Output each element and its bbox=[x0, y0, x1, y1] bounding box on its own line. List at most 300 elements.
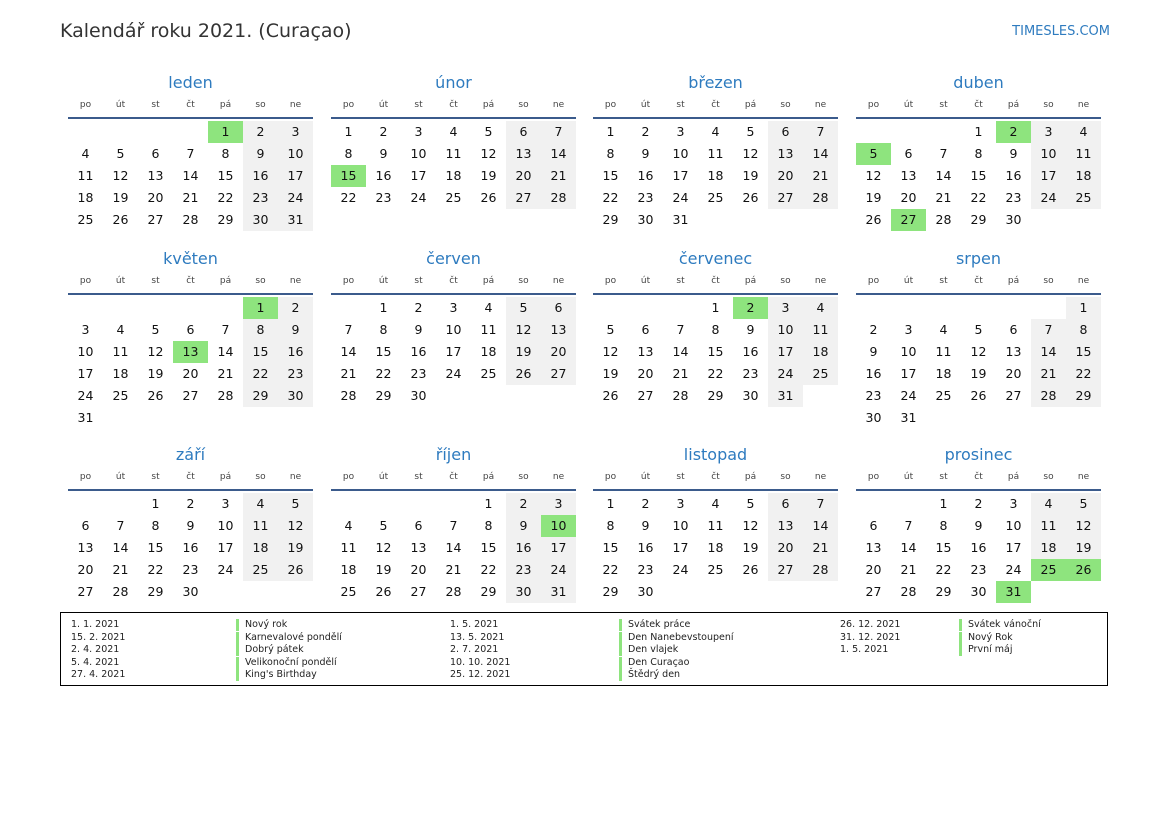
day-cell: 8 bbox=[151, 518, 160, 533]
day-cell: 22 bbox=[970, 190, 987, 205]
day-cell: 26 bbox=[602, 388, 619, 403]
weekday-label: so bbox=[518, 472, 529, 482]
day-cell: 18 bbox=[1066, 165, 1101, 187]
day-cell: 8 bbox=[379, 322, 388, 337]
weekday-label: čt bbox=[711, 100, 720, 110]
day-cell: 13 bbox=[865, 540, 882, 555]
day-cell: 17 bbox=[768, 341, 803, 363]
day-cell: 1 bbox=[344, 124, 353, 139]
day-cell: 10 bbox=[1031, 143, 1066, 165]
weekday-label: čt bbox=[186, 100, 195, 110]
day-cell: 14 bbox=[900, 540, 917, 555]
day-cell: 25 bbox=[340, 584, 357, 599]
weekday-label: st bbox=[676, 100, 685, 110]
day-cell: 21 bbox=[900, 562, 917, 577]
day-cell: 22 bbox=[217, 190, 234, 205]
day-cell: 29 bbox=[602, 212, 619, 227]
day-cell: 12 bbox=[112, 168, 129, 183]
day-cell: 13 bbox=[410, 540, 427, 555]
day-cell: 9 bbox=[414, 322, 423, 337]
legend-date: 1. 5. 2021 bbox=[450, 619, 499, 630]
day-cell: 23 bbox=[1005, 190, 1022, 205]
day-cell: 19 bbox=[147, 366, 164, 381]
day-cell: 17 bbox=[445, 344, 462, 359]
day-cell: 25 bbox=[1066, 187, 1101, 209]
weekday-label: čt bbox=[711, 276, 720, 286]
day-cell: 27 bbox=[77, 584, 94, 599]
day-cell: 30 bbox=[410, 388, 427, 403]
day-cell: 8 bbox=[606, 146, 615, 161]
weekday-label: čt bbox=[974, 276, 983, 286]
weekday-label: út bbox=[115, 472, 126, 482]
day-cell: 1 bbox=[606, 124, 615, 139]
day-cell: 26 bbox=[375, 584, 392, 599]
day-cell: 5 bbox=[974, 322, 983, 337]
day-cell: 10 bbox=[672, 146, 689, 161]
day-cell: 6 bbox=[768, 121, 803, 143]
day-cell: 20 bbox=[768, 537, 803, 559]
day-cell: 13 bbox=[900, 168, 917, 183]
day-cell: 8 bbox=[243, 319, 278, 341]
day-cell: 14 bbox=[1031, 341, 1066, 363]
weekday-label: ne bbox=[289, 276, 302, 286]
day-cell: 3 bbox=[449, 300, 458, 315]
weekday-label: po bbox=[604, 472, 617, 482]
weekday-label: čt bbox=[974, 100, 983, 110]
legend-holiday-name: Dobrý pátek bbox=[236, 644, 304, 656]
day-cell: 22 bbox=[935, 562, 952, 577]
day-cell: 9 bbox=[278, 319, 313, 341]
month-name: září bbox=[175, 445, 206, 464]
day-cell: 5 bbox=[606, 322, 615, 337]
day-cell: 7 bbox=[449, 518, 458, 533]
weekday-label: út bbox=[115, 276, 126, 286]
day-cell: 22 bbox=[707, 366, 724, 381]
day-cell: 10 bbox=[1005, 518, 1022, 533]
day-cell: 17 bbox=[1031, 165, 1066, 187]
day-cell: 4 bbox=[243, 493, 278, 515]
day-cell: 26 bbox=[970, 388, 987, 403]
day-cell: 29 bbox=[707, 388, 724, 403]
day-cell: 15 bbox=[375, 344, 392, 359]
day-cell: 3 bbox=[904, 322, 913, 337]
weekday-label: st bbox=[414, 276, 423, 286]
day-cell: 19 bbox=[865, 190, 882, 205]
day-cell: 14 bbox=[803, 143, 838, 165]
day-cell: 8 bbox=[606, 518, 615, 533]
weekday-label: út bbox=[903, 100, 914, 110]
weekday-label: so bbox=[780, 276, 791, 286]
day-cell: 3 bbox=[221, 496, 230, 511]
day-cell: 5 bbox=[116, 146, 125, 161]
day-cell: 16 bbox=[637, 540, 654, 555]
day-cell: 7 bbox=[344, 322, 353, 337]
day-cell: 26 bbox=[506, 363, 541, 385]
day-cell: 21 bbox=[445, 562, 462, 577]
day-cell: 22 bbox=[340, 190, 357, 205]
weekday-label: so bbox=[255, 276, 266, 286]
day-cell: 21 bbox=[935, 190, 952, 205]
month-9 bbox=[331, 445, 576, 615]
day-cell: 26 bbox=[278, 559, 313, 581]
weekday-label: ne bbox=[814, 276, 827, 286]
day-cell: 12 bbox=[1066, 515, 1101, 537]
weekday-label: pá bbox=[744, 472, 757, 482]
day-cell: 12 bbox=[375, 540, 392, 555]
day-cell: 20 bbox=[147, 190, 164, 205]
weekday-label: út bbox=[903, 472, 914, 482]
day-cell: 16 bbox=[970, 540, 987, 555]
day-cell: 11 bbox=[77, 168, 94, 183]
day-cell: 3 bbox=[1031, 121, 1066, 143]
day-cell: 28 bbox=[182, 212, 199, 227]
month-divider bbox=[856, 293, 1101, 295]
legend-holiday-name: Den Nanebevstoupení bbox=[619, 632, 734, 644]
day-cell: 1 bbox=[484, 496, 493, 511]
day-cell: 6 bbox=[414, 518, 423, 533]
day-cell: 12 bbox=[742, 518, 759, 533]
day-cell: 9 bbox=[243, 143, 278, 165]
day-cell: 19 bbox=[602, 366, 619, 381]
day-cell: 16 bbox=[742, 344, 759, 359]
day-cell: 28 bbox=[1031, 385, 1066, 407]
month-name: duben bbox=[953, 73, 1004, 92]
day-cell: 24 bbox=[672, 190, 689, 205]
day-cell: 23 bbox=[865, 388, 882, 403]
weekday-label: pá bbox=[744, 100, 757, 110]
page-title: Kalendář roku 2021. (Curaçao) bbox=[60, 20, 352, 42]
month-divider bbox=[331, 293, 576, 295]
day-cell: 20 bbox=[410, 562, 427, 577]
month-7 bbox=[856, 249, 1101, 425]
month-name: říjen bbox=[435, 445, 472, 464]
day-cell: 13 bbox=[1005, 344, 1022, 359]
day-cell: 20 bbox=[637, 366, 654, 381]
day-cell: 12 bbox=[506, 319, 541, 341]
month-name: květen bbox=[163, 249, 218, 268]
weekday-label: pá bbox=[219, 276, 232, 286]
day-cell: 27 bbox=[147, 212, 164, 227]
day-cell: 30 bbox=[742, 388, 759, 403]
day-cell: 31 bbox=[278, 209, 313, 231]
weekday-label: čt bbox=[186, 276, 195, 286]
day-cell: 7 bbox=[803, 493, 838, 515]
day-cell: 19 bbox=[480, 168, 497, 183]
month-1 bbox=[331, 73, 576, 243]
month-10 bbox=[593, 445, 838, 615]
weekday-label: čt bbox=[449, 276, 458, 286]
day-cell: 21 bbox=[217, 366, 234, 381]
holiday-day-cell: 10 bbox=[541, 515, 576, 537]
day-cell: 9 bbox=[379, 146, 388, 161]
legend-holiday-name: Štědrý den bbox=[619, 669, 680, 681]
day-cell: 27 bbox=[768, 187, 803, 209]
month-name: leden bbox=[168, 73, 213, 92]
legend-holiday-name: Karnevalové pondělí bbox=[236, 632, 342, 644]
day-cell: 14 bbox=[803, 515, 838, 537]
day-cell: 19 bbox=[970, 366, 987, 381]
weekday-label: so bbox=[255, 100, 266, 110]
day-cell: 14 bbox=[672, 344, 689, 359]
legend-holiday-name: Nový rok bbox=[236, 619, 287, 631]
holiday-legend bbox=[60, 612, 1108, 686]
day-cell: 18 bbox=[1031, 537, 1066, 559]
holiday-day-cell: 2 bbox=[996, 121, 1031, 143]
day-cell: 11 bbox=[1031, 515, 1066, 537]
day-cell: 15 bbox=[1066, 341, 1101, 363]
day-cell: 8 bbox=[711, 322, 720, 337]
day-cell: 16 bbox=[506, 537, 541, 559]
day-cell: 20 bbox=[900, 190, 917, 205]
day-cell: 2 bbox=[641, 496, 650, 511]
day-cell: 3 bbox=[676, 124, 685, 139]
day-cell: 6 bbox=[81, 518, 90, 533]
day-cell: 20 bbox=[506, 165, 541, 187]
day-cell: 30 bbox=[278, 385, 313, 407]
day-cell: 15 bbox=[480, 540, 497, 555]
day-cell: 20 bbox=[182, 366, 199, 381]
day-cell: 2 bbox=[278, 297, 313, 319]
day-cell: 9 bbox=[506, 515, 541, 537]
day-cell: 22 bbox=[1066, 363, 1101, 385]
day-cell: 21 bbox=[803, 537, 838, 559]
day-cell: 15 bbox=[217, 168, 234, 183]
weekday-label: út bbox=[378, 100, 389, 110]
day-cell: 8 bbox=[484, 518, 493, 533]
weekday-label: po bbox=[342, 472, 355, 482]
day-cell: 13 bbox=[541, 319, 576, 341]
day-cell: 31 bbox=[768, 385, 803, 407]
holiday-day-cell: 31 bbox=[996, 581, 1031, 603]
holiday-day-cell: 1 bbox=[243, 297, 278, 319]
day-cell: 26 bbox=[742, 562, 759, 577]
day-cell: 22 bbox=[602, 190, 619, 205]
day-cell: 29 bbox=[375, 388, 392, 403]
day-cell: 29 bbox=[217, 212, 234, 227]
day-cell: 6 bbox=[151, 146, 160, 161]
day-cell: 21 bbox=[1031, 363, 1066, 385]
day-cell: 2 bbox=[506, 493, 541, 515]
weekday-label: po bbox=[867, 100, 880, 110]
day-cell: 16 bbox=[243, 165, 278, 187]
holiday-day-cell: 13 bbox=[173, 341, 208, 363]
day-cell: 13 bbox=[637, 344, 654, 359]
day-cell: 17 bbox=[1005, 540, 1022, 555]
day-cell: 9 bbox=[641, 146, 650, 161]
day-cell: 1 bbox=[151, 496, 160, 511]
weekday-label: st bbox=[676, 276, 685, 286]
weekday-label: ne bbox=[552, 472, 565, 482]
weekday-label: po bbox=[342, 276, 355, 286]
day-cell: 4 bbox=[939, 322, 948, 337]
legend-date: 15. 2. 2021 bbox=[71, 631, 126, 643]
day-cell: 24 bbox=[541, 559, 576, 581]
day-cell: 20 bbox=[768, 165, 803, 187]
day-cell: 26 bbox=[480, 190, 497, 205]
day-cell: 7 bbox=[904, 518, 913, 533]
day-cell: 9 bbox=[186, 518, 195, 533]
day-cell: 2 bbox=[414, 300, 423, 315]
day-cell: 11 bbox=[707, 518, 724, 533]
day-cell: 28 bbox=[900, 584, 917, 599]
day-cell: 5 bbox=[1066, 493, 1101, 515]
day-cell: 13 bbox=[506, 143, 541, 165]
day-cell: 22 bbox=[243, 363, 278, 385]
weekday-label: st bbox=[939, 472, 948, 482]
month-name: prosinec bbox=[944, 445, 1013, 464]
day-cell: 4 bbox=[484, 300, 493, 315]
weekday-label: pá bbox=[1007, 276, 1020, 286]
day-cell: 14 bbox=[935, 168, 952, 183]
day-cell: 14 bbox=[217, 344, 234, 359]
day-cell: 8 bbox=[221, 146, 230, 161]
legend-holiday-name: Nový Rok bbox=[959, 632, 1013, 644]
day-cell: 10 bbox=[672, 518, 689, 533]
day-cell: 4 bbox=[803, 297, 838, 319]
day-cell: 6 bbox=[186, 322, 195, 337]
day-cell: 15 bbox=[147, 540, 164, 555]
day-cell: 1 bbox=[1066, 297, 1101, 319]
weekday-label: pá bbox=[1007, 472, 1020, 482]
day-cell: 31 bbox=[77, 410, 94, 425]
weekday-label: čt bbox=[449, 100, 458, 110]
legend-holiday-name: Svátek práce bbox=[619, 619, 690, 631]
day-cell: 1 bbox=[379, 300, 388, 315]
legend-holiday-name: Den vlajek bbox=[619, 644, 678, 656]
holiday-day-cell: 26 bbox=[1066, 559, 1101, 581]
day-cell: 17 bbox=[278, 165, 313, 187]
month-0 bbox=[68, 73, 313, 243]
day-cell: 10 bbox=[217, 518, 234, 533]
day-cell: 19 bbox=[375, 562, 392, 577]
day-cell: 11 bbox=[243, 515, 278, 537]
legend-date: 1. 5. 2021 bbox=[840, 644, 889, 655]
legend-date: 25. 12. 2021 bbox=[450, 669, 511, 680]
day-cell: 26 bbox=[112, 212, 129, 227]
day-cell: 3 bbox=[1009, 496, 1018, 511]
day-cell: 24 bbox=[445, 366, 462, 381]
weekday-label: st bbox=[151, 472, 160, 482]
weekday-label: po bbox=[342, 100, 355, 110]
day-cell: 28 bbox=[445, 584, 462, 599]
day-cell: 2 bbox=[243, 121, 278, 143]
weekday-label: ne bbox=[289, 472, 302, 482]
day-cell: 5 bbox=[746, 496, 755, 511]
day-cell: 23 bbox=[970, 562, 987, 577]
day-cell: 12 bbox=[865, 168, 882, 183]
day-cell: 18 bbox=[445, 168, 462, 183]
weekday-label: so bbox=[1043, 100, 1054, 110]
day-cell: 24 bbox=[1031, 187, 1066, 209]
weekday-label: so bbox=[1043, 472, 1054, 482]
day-cell: 12 bbox=[147, 344, 164, 359]
day-cell: 2 bbox=[186, 496, 195, 511]
legend-holiday-name: První máj bbox=[959, 644, 1013, 656]
weekday-label: čt bbox=[186, 472, 195, 482]
day-cell: 26 bbox=[147, 388, 164, 403]
weekday-label: ne bbox=[1077, 276, 1090, 286]
day-cell: 18 bbox=[340, 562, 357, 577]
day-cell: 31 bbox=[672, 212, 689, 227]
day-cell: 29 bbox=[480, 584, 497, 599]
day-cell: 5 bbox=[151, 322, 160, 337]
day-cell: 10 bbox=[410, 146, 427, 161]
day-cell: 19 bbox=[112, 190, 129, 205]
day-cell: 17 bbox=[900, 366, 917, 381]
day-cell: 7 bbox=[676, 322, 685, 337]
day-cell: 6 bbox=[1009, 322, 1018, 337]
holiday-day-cell: 5 bbox=[856, 143, 891, 165]
legend-date: 5. 4. 2021 bbox=[71, 656, 120, 668]
weekday-label: ne bbox=[814, 472, 827, 482]
day-cell: 17 bbox=[77, 366, 94, 381]
month-divider bbox=[593, 117, 838, 119]
day-cell: 6 bbox=[541, 297, 576, 319]
site-link[interactable]: TIMESLES.COM bbox=[1012, 24, 1110, 39]
day-cell: 23 bbox=[637, 562, 654, 577]
day-cell: 2 bbox=[869, 322, 878, 337]
day-cell: 25 bbox=[803, 363, 838, 385]
weekday-label: ne bbox=[289, 100, 302, 110]
day-cell: 21 bbox=[340, 366, 357, 381]
day-cell: 19 bbox=[742, 540, 759, 555]
day-cell: 19 bbox=[1066, 537, 1101, 559]
weekday-label: so bbox=[518, 276, 529, 286]
day-cell: 21 bbox=[182, 190, 199, 205]
day-cell: 8 bbox=[939, 518, 948, 533]
month-5 bbox=[331, 249, 576, 419]
day-cell: 13 bbox=[768, 515, 803, 537]
weekday-label: út bbox=[378, 276, 389, 286]
month-divider bbox=[68, 293, 313, 295]
day-cell: 5 bbox=[278, 493, 313, 515]
month-3 bbox=[856, 73, 1101, 243]
day-cell: 30 bbox=[243, 209, 278, 231]
weekday-label: ne bbox=[814, 100, 827, 110]
weekday-label: so bbox=[780, 100, 791, 110]
legend-holiday-name: Velikonoční pondělí bbox=[236, 657, 337, 669]
month-divider bbox=[68, 489, 313, 491]
day-cell: 27 bbox=[506, 187, 541, 209]
month-name: březen bbox=[688, 73, 743, 92]
day-cell: 10 bbox=[768, 319, 803, 341]
day-cell: 9 bbox=[869, 344, 878, 359]
month-divider bbox=[856, 489, 1101, 491]
weekday-label: st bbox=[151, 276, 160, 286]
day-cell: 31 bbox=[900, 410, 917, 425]
day-cell: 30 bbox=[182, 584, 199, 599]
day-cell: 28 bbox=[340, 388, 357, 403]
day-cell: 14 bbox=[541, 143, 576, 165]
day-cell: 5 bbox=[379, 518, 388, 533]
day-cell: 25 bbox=[243, 559, 278, 581]
day-cell: 3 bbox=[414, 124, 423, 139]
day-cell: 4 bbox=[449, 124, 458, 139]
legend-date: 26. 12. 2021 bbox=[840, 619, 901, 630]
day-cell: 16 bbox=[278, 341, 313, 363]
month-8 bbox=[68, 445, 313, 615]
day-cell: 26 bbox=[742, 190, 759, 205]
day-cell: 6 bbox=[506, 121, 541, 143]
month-2 bbox=[593, 73, 838, 243]
day-cell: 1 bbox=[711, 300, 720, 315]
legend-holiday-name: King's Birthday bbox=[236, 669, 317, 681]
day-cell: 9 bbox=[746, 322, 755, 337]
day-cell: 30 bbox=[637, 212, 654, 227]
day-cell: 28 bbox=[803, 187, 838, 209]
weekday-label: út bbox=[640, 276, 651, 286]
weekday-label: ne bbox=[1077, 472, 1090, 482]
